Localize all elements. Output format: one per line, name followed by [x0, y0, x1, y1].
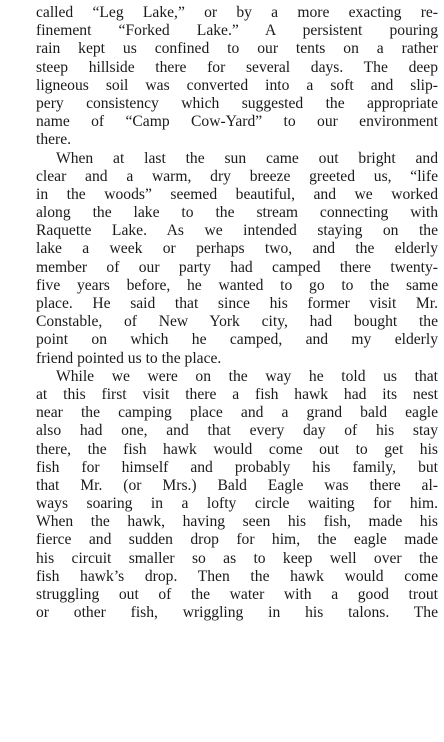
text-line: his circuit smaller so as to keep well over the — [36, 549, 438, 567]
text-line: along the lake to the stream connecting with — [36, 204, 438, 222]
text-line: five years before, he wanted to go to the same — [36, 276, 438, 294]
text-line: lake a week or perhaps two, and the elderly — [36, 240, 438, 258]
text-line: fierce and sudden drop for him, the eagle made — [36, 531, 438, 549]
text-line: point on which he camped, and my elderly — [36, 331, 438, 349]
text-line: at this first visit there a fish hawk had its nest — [36, 385, 438, 403]
text-line: name of “Camp Cow-Yard” to our environment — [36, 113, 438, 131]
text-line: pery consistency which suggested the appropriate — [36, 94, 438, 112]
text-line: that Mr. (or Mrs.) Bald Eagle was there al- — [36, 476, 438, 494]
text-line: Raquette Lake. As we intended staying on the — [36, 222, 438, 240]
text-line: place. He said that since his former visit Mr. — [36, 295, 438, 312]
text-line: there. — [36, 131, 72, 149]
text-line: When the hawk, having seen his fish, made his — [36, 513, 438, 531]
text-line: also had one, and that every day of his stay — [36, 422, 438, 440]
text-line: steep hillside there for several days. The deep — [36, 58, 438, 76]
text-line: clear and a warm, dry breeze greeted us, “life — [36, 167, 438, 185]
text-block — [36, 4, 438, 622]
text-line: in the woods” seemed beautiful, and we worked — [36, 185, 438, 203]
text-line: called “Leg Lake,” or by a more exacting re- — [36, 4, 438, 21]
text-line: finement “Forked Lake.” A persistent pouring — [36, 22, 438, 40]
text-line: rain kept us confined to our tents on a rather — [36, 40, 438, 58]
text-line: there, the fish hawk would come out to get his — [36, 440, 438, 458]
text-line: or other fish, wriggling in his talons. The — [36, 604, 438, 622]
text-line: friend pointed us to the place. — [36, 349, 222, 367]
text-line: While we were on the way he told us that — [56, 367, 438, 385]
text-line: near the camping place and a grand bald eagle — [36, 404, 438, 422]
text-line: fish for himself and probably his family, but — [36, 458, 438, 476]
text-line: ligneous soil was converted into a soft and slip- — [36, 76, 438, 94]
text-line: When at last the sun came out bright and — [56, 149, 438, 167]
text-line: Constable, of New York city, had bought the — [36, 313, 438, 331]
text-line: ways soaring in a lofty circle waiting for him. — [36, 495, 438, 513]
text-line: member of our party had camped there twenty- — [36, 258, 438, 276]
text-line: struggling out of the water with a good trout — [36, 586, 438, 603]
text-line: fish hawk’s drop. Then the hawk would come — [36, 567, 438, 585]
